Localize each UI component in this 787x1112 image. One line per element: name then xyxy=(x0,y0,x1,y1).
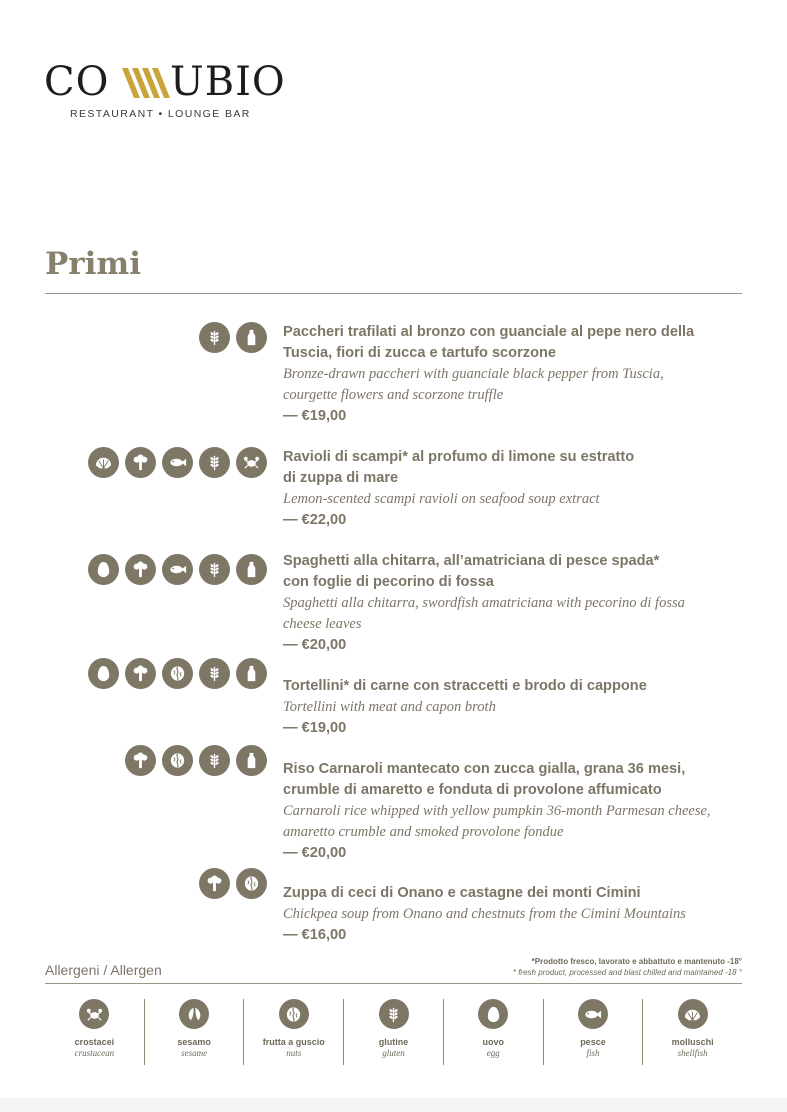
menu-item-name-cont: crumble di amaretto e fonduta di provolone affumicato xyxy=(283,782,662,798)
menu-item-allergens xyxy=(88,658,267,689)
menu-item-description: Carnaroli rice whipped with yellow pumpkin 36-month Parmesan cheese, xyxy=(283,803,711,819)
menu-item-description: Tortellini with meat and capon broth xyxy=(283,699,496,715)
shellfish-icon xyxy=(88,447,119,478)
egg-icon xyxy=(88,658,119,689)
nuts-icon xyxy=(162,745,193,776)
menu-item-price: — €22,00 xyxy=(283,512,347,528)
legend-label-it: molluschi xyxy=(671,1037,714,1047)
menu-item-name: Zuppa di ceci di Onano e castagne dei monti Cimini xyxy=(283,885,641,901)
legend-item-gluten xyxy=(344,999,444,1065)
menu-item-text xyxy=(283,322,753,427)
egg-icon xyxy=(88,554,119,585)
footnote xyxy=(513,956,742,978)
legend-label-en: fish xyxy=(586,1048,600,1058)
legend-label-en: crustacean xyxy=(74,1048,115,1058)
legend-label-en: shellfish xyxy=(677,1048,708,1058)
menu-item-allergens xyxy=(88,554,267,585)
footnote-it: *Prodotto fresco, lavorato e abbattuto e mantenuto -18° xyxy=(531,957,742,966)
menu-item-name-cont: con foglie di pecorino di fossa xyxy=(283,574,494,590)
menu-item-description: Chickpea soup from Onano and chestnuts from the Cimini Mountains xyxy=(283,906,686,922)
legend-label-it: uovo xyxy=(482,1037,504,1047)
legend-item-egg xyxy=(444,999,544,1065)
celery-icon xyxy=(125,745,156,776)
gluten-icon xyxy=(199,447,230,478)
celery-icon xyxy=(125,554,156,585)
crustacean-icon xyxy=(236,447,267,478)
menu-item-price: — €20,00 xyxy=(283,845,347,861)
legend-label-it: glutine xyxy=(378,1037,409,1047)
menu-item-name-cont: Tuscia, fiori di zucca e tartufo scorzone xyxy=(283,345,557,361)
celery-icon xyxy=(125,658,156,689)
nuts-icon xyxy=(279,999,309,1029)
menu-item-price: — €20,00 xyxy=(283,637,347,653)
legend-item-fish xyxy=(544,999,644,1065)
legend-item-nuts xyxy=(244,999,344,1065)
menu-item-description-cont: courgette flowers and scorzone truffle xyxy=(283,387,504,403)
menu-item-description: Bronze-drawn paccheri with guanciale black pepper from Tuscia, xyxy=(283,366,664,382)
milk-icon xyxy=(236,554,267,585)
menu-item-name-cont: di zuppa di mare xyxy=(283,470,399,486)
egg-icon xyxy=(478,999,508,1029)
gluten-icon xyxy=(199,658,230,689)
nuts-icon xyxy=(162,658,193,689)
logo-text-right: UBIO xyxy=(170,59,286,105)
menu-item-allergens xyxy=(199,868,267,899)
legend-label-it: crostacei xyxy=(74,1037,115,1047)
menu-item-description: Lemon-scented scampi ravioli on seafood soup extract xyxy=(283,491,600,507)
shellfish-icon xyxy=(678,999,708,1029)
menu-item-text xyxy=(283,551,753,656)
section-title: Primi xyxy=(45,246,141,282)
menu-item-text xyxy=(283,676,753,739)
menu-item-name: Tortellini* di carne con straccetti e brodo di cappone xyxy=(283,678,647,694)
page-bottom-edge xyxy=(0,1098,787,1112)
menu-item-description-cont: cheese leaves xyxy=(283,616,362,632)
restaurant-logo xyxy=(44,59,286,120)
menu-item-name: Riso Carnaroli mantecato con zucca gialla, grana 36 mesi, xyxy=(283,761,686,777)
menu-item-allergens xyxy=(125,745,267,776)
legend-label-en: nuts xyxy=(286,1048,302,1058)
menu-item-text xyxy=(283,447,753,531)
legend-item-crustacean xyxy=(45,999,145,1065)
legend-label-it: pesce xyxy=(580,1037,606,1047)
menu-item-price: — €19,00 xyxy=(283,720,347,736)
celery-icon xyxy=(125,447,156,478)
menu-item-text xyxy=(283,883,753,946)
menu-item-price: — €19,00 xyxy=(283,408,347,424)
logo-text-left: CO xyxy=(44,59,110,105)
legend-label-en: sesame xyxy=(181,1048,208,1058)
legend-label-it: frutta a guscio xyxy=(262,1037,325,1047)
menu-item-name: Paccheri trafilati al bronzo con guanciale al pepe nero della xyxy=(283,324,695,340)
menu-item-allergens xyxy=(88,447,267,478)
legend-item-shellfish xyxy=(643,999,742,1065)
logo-subtitle: RESTAURANT • LOUNGE BAR xyxy=(70,108,251,120)
logo-gold-n-mark xyxy=(122,68,170,98)
menu-item-price: — €16,00 xyxy=(283,927,347,943)
gluten-icon xyxy=(379,999,409,1029)
milk-icon xyxy=(236,745,267,776)
menu-item-name: Spaghetti alla chitarra, all’amatriciana di pesce spada* xyxy=(283,553,660,569)
allergen-section-title: Allergeni / Allergen xyxy=(45,962,162,978)
legend-item-sesame xyxy=(145,999,245,1065)
menu-item-name: Ravioli di scampi* al profumo di limone su estratto xyxy=(283,449,635,465)
fish-icon xyxy=(162,447,193,478)
gluten-icon xyxy=(199,322,230,353)
fish-icon xyxy=(578,999,608,1029)
menu-item-description: Spaghetti alla chitarra, swordfish amatriciana with pecorino di fossa xyxy=(283,595,685,611)
gluten-icon xyxy=(199,745,230,776)
milk-icon xyxy=(236,322,267,353)
fish-icon xyxy=(162,554,193,585)
legend-label-it: sesamo xyxy=(177,1037,211,1047)
footnote-en: * fresh product, processed and blast chilled and maintained -18 ° xyxy=(512,968,742,977)
section-divider xyxy=(45,293,742,294)
logo-wordmark xyxy=(44,59,286,105)
legend-label-en: egg xyxy=(486,1048,500,1058)
allergen-legend xyxy=(45,999,742,1065)
nuts-icon xyxy=(236,868,267,899)
menu-item-text xyxy=(283,759,753,864)
menu-item-allergens xyxy=(199,322,267,353)
milk-icon xyxy=(236,658,267,689)
allergen-divider xyxy=(45,983,742,984)
menu-item-description-cont: amaretto crumble and smoked provolone fondue xyxy=(283,824,564,840)
sesame-icon xyxy=(179,999,209,1029)
legend-label-en: gluten xyxy=(382,1048,405,1058)
gluten-icon xyxy=(199,554,230,585)
crustacean-icon xyxy=(79,999,109,1029)
celery-icon xyxy=(199,868,230,899)
